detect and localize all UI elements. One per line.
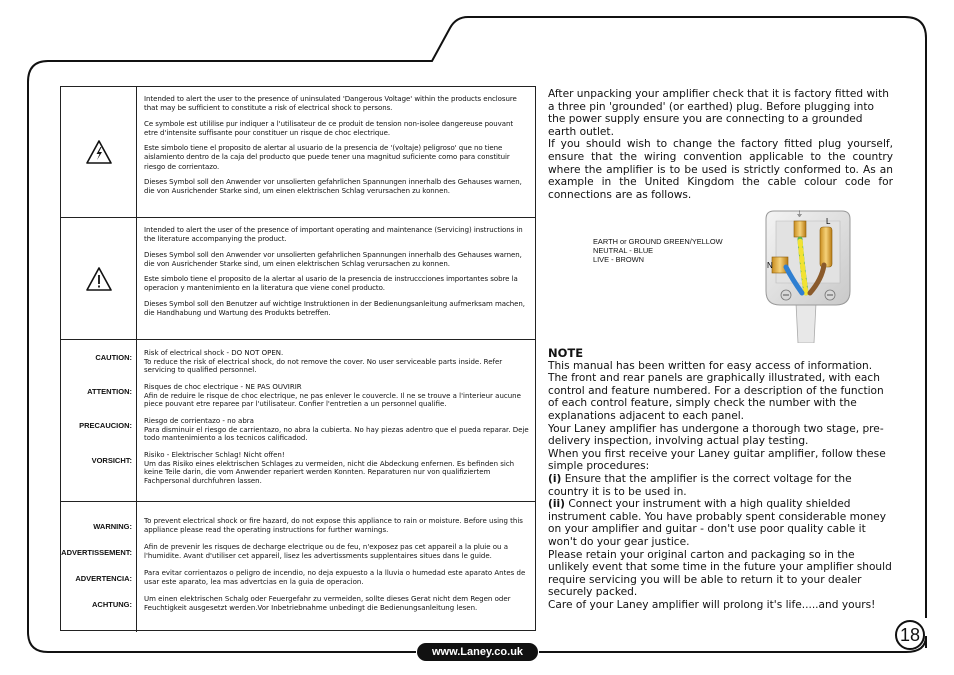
warning-text-de: Um einen elektrischen Schalg oder Feuergefahr zu vermeiden, sollte dieses Gerat nicht dem Regen oder Feuchtigkeit ausgesetzt werden.Vor Inbetriebnahme unbedingt die Bedienungsanleitung lesen. [144, 595, 511, 612]
voltage-para-es: Este simbolo tiene el proposito de alertar al usuario de la presencia de '(voltaje) peligroso' que no tiene aislamiento dentro de la caja del producto que puede tener una magnitud suficiente como para constituir riesgo de corrientazo. [144, 144, 510, 171]
step-1-text: Ensure that the amplifier is the correct voltage for the country it is to be used in. [548, 472, 852, 498]
servicing-para-es: Este simbolo tiene el proposito de la alertar al usario de la presencia de instruccciones importantes sobre la operacion y mantenimiento en la literatura que viene conel producto. [144, 275, 518, 293]
servicing-para-de-2: Dieses Symbol soll den Benutzer auf wichtige Instruktionen in der Bedienungsanleitung aufmerksam machen, die Handhabung und Wartung des Produkts betreffen. [144, 299, 525, 318]
caution-text-es [144, 417, 529, 443]
voltage-para-de: Dieses Symbol soll den Anwender vor unsolierten gefahrlichen Spannungen innerhalb des Gehauses warnen, die von Ausrichender Starke sind, um einen elektrischen Schlag verursachen zu konnen. [144, 178, 522, 196]
note-para-2: Your Laney amplifier has undergone a thorough two stage, pre-delivery inspection, involving actual play testing. [548, 422, 884, 448]
servicing-warning-row [61, 218, 535, 340]
terminal-neutral-marker: N [767, 261, 773, 270]
page-number: 18 [895, 620, 925, 650]
caution-body-es: Para disminuir el riesgo de carrientazo, no abra la cubierta. No hay piezas adentro que el pueda reparar. Deje todo mantenimiento a los tecnicos calificadod. [144, 425, 529, 442]
note-para-4: Please retain your original carton and packaging so in the unlikely event that some time in the future your amplifier should require servicing you will be able to return it to your dealer securely packed. [548, 548, 892, 599]
voltage-para-fr: Ce symbole est utililise pur indiquer a l'utilisateur de ce produit de tension non-isolee dangereuse pouvant etre d'intensite suffisante pour constituer un risque de choc electrique. [144, 119, 514, 137]
voltage-warning-text [144, 95, 529, 203]
wire-label-neutral: NEUTRAL - BLUE [593, 246, 654, 256]
caution-label-column [61, 340, 137, 501]
step-2-text: Connect your instrument with a high quality shielded instrument cable. You have probably spent considerable money on your amplifier and guitar - don't use poor quality cable it won't do your gear justice. [548, 498, 886, 548]
voltage-para-en: Intended to alert the user to the presence of uninsulated 'Dangerous Voltage' within the products enclosure that may be sufficient to constitute a risk of electrical shock to persons. [144, 95, 517, 113]
caution-body-de: Um das Risiko eines elektrischen Schlages zu vermeiden, nicht die Abdeckung enfernen. Es befinden sich keine Teile darin, die vom Anwender repariert werden Konnten. Reparaturen nur von qualifiziertem Fachpersonal durchfuhren lassen. [144, 459, 515, 485]
servicing-icon-cell [61, 218, 137, 339]
caution-text-en [144, 349, 529, 375]
uk-plug-wiring-illustration [756, 205, 860, 343]
note-heading: NOTE [548, 346, 584, 360]
warning-label: WARNING: [93, 522, 132, 531]
warning-label-column [61, 502, 137, 632]
note-step-2 [548, 498, 893, 548]
caution-heading-en: Risk of electrical shock - DO NOT OPEN. [144, 349, 284, 357]
note-para-3: When you first receive your Laney guitar amplifier, follow these simple procedures: [548, 447, 886, 473]
terminal-earth-marker: ⏚ [796, 211, 803, 218]
caution-text-de [144, 451, 529, 485]
plug-intro-1: After unpacking your amplifier check that it is factory fitted with a three pin 'grounded' (or earthed) plug. Before plugging into the power supply ensure you are connecting to a grounded earth outlet. [548, 88, 889, 138]
lightning-triangle-icon [86, 139, 112, 165]
caution-label: CAUTION: [95, 353, 132, 362]
wire-label-earth: EARTH or GROUND GREEN/YELLOW [593, 237, 723, 246]
website-url[interactable]: www.Laney.co.uk [417, 643, 538, 661]
note-para-1: This manual has been written for easy access of information. The front and rear panels are graphically illustrated, with each control and feature numbered. For a description of the function of each control feature, simply check the number with the explanations adjacent to each panel. [548, 359, 884, 422]
safety-table [60, 86, 536, 631]
voltage-warning-row [61, 87, 535, 218]
exclamation-triangle-icon [86, 266, 112, 292]
wire-label-live: LIVE - BROWN [593, 255, 644, 265]
caution-heading-es: Riesgo de corrientazo - no abra [144, 417, 254, 425]
note-section [548, 347, 893, 611]
note-para-5: Care of your Laney amplifier will prolong it's life.....and yours! [548, 598, 876, 611]
plug-instructions [548, 88, 893, 201]
servicing-para-de-1: Dieses Symbol soll den Anwender vor unsolierten gefahrlichen Spannungen innerhalb des Gehauses warnen, die von Ausrichender Starke sind, um einen elektrischen Schlag verursachen zu konnen. [144, 250, 522, 268]
servicing-para-en: Intended to alert the user of the presence of important operating and maintenance (Servicing) instructions in the literature accompanying the product. [144, 226, 523, 244]
plug-intro-2: If you should wish to change the factory fitted plug yourself, ensure that the wiring convention applicable to the country where the amplifier is to be used is strictly conformed to. As an example in the United Kingdom the cable colour code for connections are as follows. [548, 138, 893, 201]
terminal-live-marker: L [826, 217, 831, 226]
caution-row [61, 340, 535, 502]
advertissement-label: ADVERTISSEMENT: [61, 548, 132, 557]
warning-text-es: Para evitar corrientazos o peligro de incendio, no deja expuesto a la lluvia o humedad este aparato Antes de usar este aparato, lea mas advertcias en la guia de operacion. [144, 569, 526, 586]
caution-heading-de: Risiko - Elektrischer Schlag! Nicht offen! [144, 451, 285, 459]
voltage-icon-cell [61, 87, 137, 217]
step-1-number: (i) [548, 472, 562, 485]
attention-label: ATTENTION: [87, 387, 132, 396]
precaucion-label: PRECAUCION: [79, 421, 132, 430]
warning-text-fr: Afin de prevenir les risques de decharge electrique ou de feu, n'exposez pas cet appareil a la pluie ou a l'humidite. Avant d'utiliser cet appareil, lisez les advertissments supplentaires situes dans le guide. [144, 543, 509, 560]
vorsicht-label: VORSICHT: [91, 456, 132, 465]
advertencia-label: ADVERTENCIA: [75, 574, 132, 583]
caution-body-en: To reduce the risk of electrical shock, do not remove the cover. No user serviceable parts inside. Refer servicing to qualified personnel. [144, 357, 503, 374]
warning-text-en: To prevent electrical shock or fire hazard, do not expose this appliance to rain or moisture. Before using this appliance please read the operating instructions for further warnings. [144, 517, 523, 534]
achtung-label: ACHTUNG: [92, 600, 132, 609]
wire-color-labels [593, 237, 723, 265]
step-2-number: (ii) [548, 498, 565, 511]
warning-row [61, 502, 535, 632]
caution-text-fr [144, 383, 529, 409]
servicing-warning-text [144, 226, 529, 324]
caution-heading-fr: Risques de choc electrique - NE PAS OUVIRIR [144, 383, 302, 391]
caution-body-fr: Afin de reduire le risque de choc electrique, ne pas enlever le couvercle. Il ne se trouve a l'interieur aucune piece pouvant etre reparee par l'utilisateur. Confier l'entretien a un personnel qualifie. [144, 391, 521, 408]
note-step-1 [548, 473, 893, 498]
